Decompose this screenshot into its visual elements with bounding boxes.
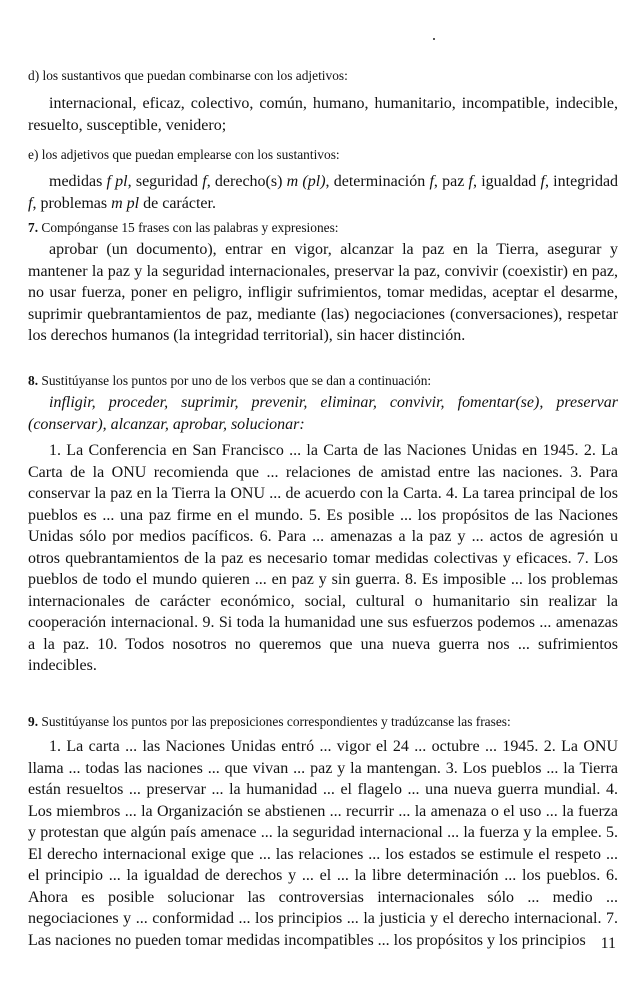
ex9-heading xyxy=(28,712,618,731)
ex8-instruction: Sustitúyanse los puntos por uno de los verbos que se dan a continuación: xyxy=(38,373,432,388)
ex9-instruction: Sustitúyanse los puntos por las preposiciones correspondientes y tradúzcanse las frases: xyxy=(38,714,511,729)
sub-e-segment: f xyxy=(202,173,207,190)
sub-e-segment: medidas xyxy=(49,173,107,190)
ex8-number: 8. xyxy=(28,373,39,388)
sub-e-segment: m (pl) xyxy=(286,173,326,190)
sub-e-segment: , determinación xyxy=(325,173,430,190)
sub-e-segment: , paz xyxy=(433,173,469,190)
sub-d-words: internacional, eficaz, colectivo, común, humano, humanitario, incompatible, indecible, resuelto, susceptible, venidero; xyxy=(28,95,618,134)
speck xyxy=(433,38,435,40)
sub-e-segment: f xyxy=(468,173,473,190)
sub-e-segment: , integridad xyxy=(544,173,619,190)
ex7-number: 7. xyxy=(28,220,39,235)
sub-e-segment: , problemas xyxy=(32,194,112,212)
ex7-heading xyxy=(28,218,618,237)
ex8-heading xyxy=(28,371,618,390)
sub-e-segment: de carácter. xyxy=(139,194,216,212)
sub-e-words xyxy=(28,171,618,214)
sub-e-segment: f xyxy=(28,194,33,212)
ex8-verbs: infligir, proceder, suprimir, prevenir, eliminar, convivir, fomentar(se), preservar (conservar), alcanzar, aprobar, solucionar: xyxy=(28,394,618,433)
sub-d-intro: d) los sustantivos que puedan combinarse con los adjetivos: xyxy=(28,68,348,83)
sub-e-segment: f xyxy=(429,173,434,190)
ex9-number: 9. xyxy=(28,714,39,729)
ex7-text: aprobar (un documento), entrar en vigor, alcanzar la paz en la Tierra, asegurar y mantener la paz y la seguridad internacionales, preservar la paz, convivir (coexistir) en paz, no usar fuerza, poner en peligro, infligir sufrimientos, tomar medidas, aceptar el desarme, suprimir quebrantamientos de paz, mediante (las) negociaciones (conversaciones), respetar los derechos humanos (la integridad territorial), sin hacer distinción. xyxy=(28,241,618,344)
sub-e-segment: f xyxy=(540,173,545,190)
sub-e-segment: , igualdad xyxy=(473,173,541,190)
sub-e-segment: , seguridad xyxy=(127,173,203,190)
ex9-text: 1. La carta ... las Naciones Unidas entró ... vigor el 24 ... octubre ... 1945. 2. La ONU llama ... todas las naciones ... que vivan ... paz y la mantengan. 3. Los pueblos ... la Tierra están resueltos ... preservar ... la humanidad ... el flagelo ... una nueva guerra mundial. 4. Los miembros ... la Organización se abstienen ... recurrir ... la amenaza o el uso ... la fuerza y protestan que algún país amenace ... la seguridad internacional ... la fuerza y la emplee. 5. El derecho internacional exige que ... las relaciones ... los estados se estimule el respeto ... el principio ... la igualdad de derechos y ... el ... la libre determinación ... los pueblos. 6. Ahora es posible solucionar las controversias internacionales sólo ... medio ... negociaciones y ... conformidad ... los principios ... la justicia y el derecho internacional. 7. Las naciones no pueden tomar medidas incompatibles ... los propósitos y los principios xyxy=(28,738,618,949)
sub-e-segment: m pl xyxy=(111,194,140,212)
sub-e-segment: , derecho(s) xyxy=(206,173,287,190)
ex7-instruction: Compónganse 15 frases con las palabras y expresiones: xyxy=(38,220,339,235)
sub-e-intro: e) los adjetivos que puedan emplearse con los sustantivos: xyxy=(28,147,340,162)
ex8-text: 1. La Conferencia en San Francisco ... la Carta de las Naciones Unidas en 1945. 2. La Carta de la ONU recomienda que ... relaciones de amistad entre las naciones. 3. Para conservar la paz en la Tierra la ONU ... de acuerdo con la Carta. 4. La tarea principal de los pueblos es ... una paz firme en el mundo. 5. Es posible ... los propósitos de las Naciones Unidas sólo por medios pacíficos. 6. Para ... amenazas a la paz y ... actos de agresión u otros quebrantamientos de la paz es necesario tomar medidas colectivas y eficaces. 7. Los pueblos de todo el mundo quieren ... en paz y sin guerra. 8. Es imposible ... los problemas internacionales de carácter económico, social, cultural o humanitario sin realizar la cooperación internacional. 9. Si toda la humanidad une sus esfuerzos podemos ... amenazas a la paz. 10. Todos nosotros no queremos que una nueva guerra nos ... sufrimientos indecibles. xyxy=(28,442,618,674)
sub-e-segment: f pl xyxy=(106,173,128,190)
page-number: 11 xyxy=(600,935,616,952)
